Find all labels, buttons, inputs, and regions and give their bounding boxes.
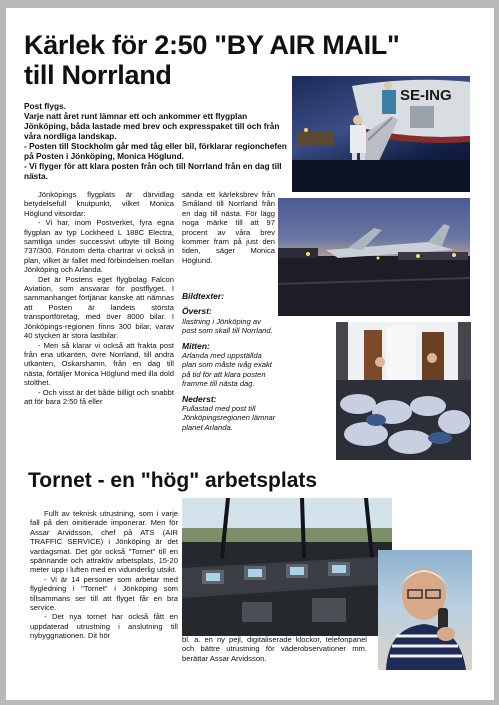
caption-text: Arlanda med uppställda plan som måste ivåg exakt på tid för att klara posten framme till nästa dag. [182,351,272,389]
lead-line: - Posten till Stockholm går med tåg eller bil, förklarar regionchefen på Posten i Jönköping, Monica Höglund. [24,141,287,161]
paragraph: - Men så klarar vi också att frakta post från ena utkanten, övre Norrland, till andra utkanten, Oskarshamn, från en dag till nästa, förtäljer Monica Höglund med illa dold stolthet. [24,340,174,388]
paragraph: - Vi har, inom Postverket, fyra egna flygplan av typ Lockheed L 188C Electra, samtliga under successivt utbyte till Boing 737/300. Förutom detta chartrar vi också in plan, vilket är fallet med förbindelsen mellan Jönköping och Arlanda. [24,218,174,275]
title-line-1: Kärlek för 2:50 "BY AIR MAIL" [24,30,400,60]
photo-control-tower [182,498,392,636]
photo-portrait [378,550,472,670]
paragraph: sända ett kärleksbrev från Småland till Norrland från en dag till nästa. För lägg noga märke till att 97 procent av våra brev kommer fram på just den tiden, säger Monica Höglund. [182,190,275,265]
article-column-2 [182,190,275,265]
photo-cargo-hold [336,322,471,460]
lead-line: - Vi flyger för att klara posten från och till Norrland från en dag till nästa. [24,161,282,181]
captions-heading: Bildtexter: [182,291,225,301]
article-2-column-1 [30,509,178,641]
caption-label: Nederst: [182,393,217,404]
article-column-1 [24,190,174,406]
caption-text: Fullastad med post till Jönköpingsregionen lämnar planet Arlanda. [182,404,276,432]
article-2-title: Tornet - en "hög" arbetsplats [28,469,318,492]
caption-label: Mitten: [182,340,210,351]
photo-captions [182,292,277,438]
paragraph: - Vi är 14 personer som arbetar med flygledning i "Tornet" i Jönköping som tillsammans ser till att flyget får en bra service. [30,574,178,613]
paragraph: Det är Postens eget flygbolag Falcon Aviation, som ansvarar för postflyget. I sammanhanget förtjänar kanske att nämnas att Posten är landets största transportföretag, med över 8000 bilar. I Jönköpings-regionen finns 300 bilar, varav 40 stycken är stora lastbilar. [24,274,174,341]
caption-text: Ilastning i Jönköping av post som skall till Norrland. [182,316,273,336]
photo-arlanda-dusk [278,198,470,316]
lead-line: Post flygs. [24,101,66,111]
photo-loading-plane [292,76,470,192]
paragraph: - Och visst är det både billigt och snabbt att för bara 2:50 få eller [24,387,174,406]
magazine-page [6,8,494,700]
lead-line: Varje natt året runt lämnar ett och ankommer ett flygplan Jönköping, båda lastade med brev och expresspaket till och från våra nordliga landskap. [24,111,280,141]
title-line-2: till Norrland [24,60,172,90]
paragraph: Fullt av teknisk utrustning, som i varje fall på den oinitierade imponerar. Men för Assar Arvidsson, chef på ATS (AIR TRAFFIC SERVICE) i Jönköping är det vardagsmat. Det gör också "Tornet" till en spännande och attraktiv arbetsplats, 15-20 meter upp i luften med en vidunderlig utsikt. [30,509,178,575]
article-2-column-2: bl. a. en ny pejl, digitaliserade klockor, telefonpanel och bättre utrustning för väderobservationer mm. berättar Assar Arvidsson. [182,635,367,663]
aircraft-registration: SE-ING [400,87,452,104]
lead-paragraph [24,101,289,181]
caption-label: Överst: [182,306,212,317]
paragraph: Jönköpings flygplats är därvidlag betydelsefull knutpunkt, vilket Monica Höglund vitsordar: [24,190,174,218]
paragraph: - Det nya tornet har också fått en uppdaterad utrustning i anslutning till nybyggnationen. Dit hör [30,612,178,641]
